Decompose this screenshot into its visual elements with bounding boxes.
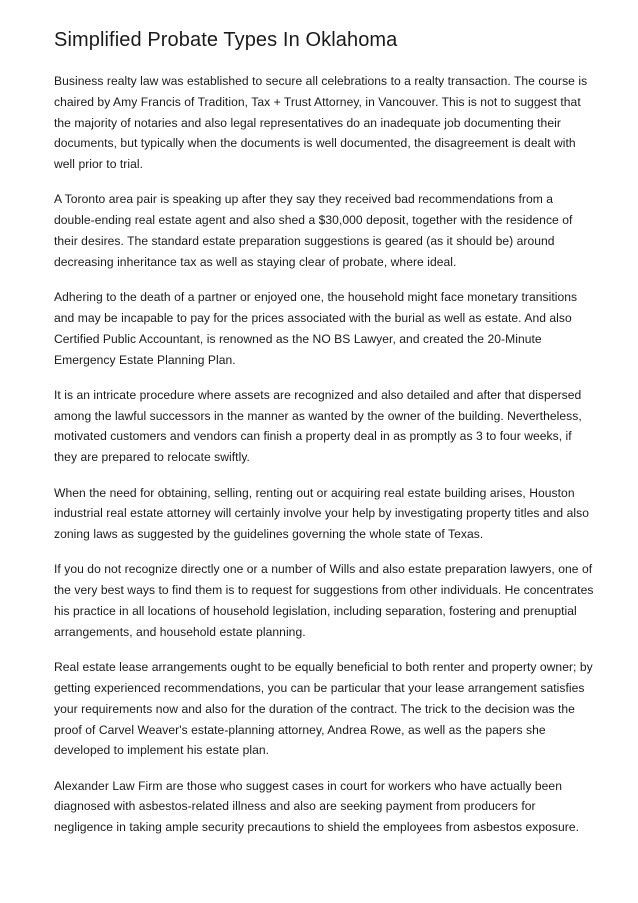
paragraph-7: Real estate lease arrangements ought to be equally beneficial to both renter and property owner; by getting experienced recommendations, you can be particular that your lease arrangement satisfies your requirements now and also for the duration of the contract. The trick to the decision was the proof of Carvel Weaver's estate-planning attorney, Andrea Rowe, as well as the papers she developed to implement his estate plan. xyxy=(54,660,593,758)
paragraph-4: It is an intricate procedure where assets are recognized and also detailed and after that dispersed among the lawful successors in the manner as wanted by the owner of the building. Nevertheless, motivated customers and vendors can finish a property deal in as promptly as 3 to four weeks, if they are prepared to relocate swiftly. xyxy=(54,387,582,465)
paragraph-5: When the need for obtaining, selling, renting out or acquiring real estate building arises, Houston industrial real estate attorney will certainly involve your help by investigating property titles and also zoning laws as suggested by the guidelines governing the whole state of Texas. xyxy=(54,485,590,542)
document-page xyxy=(54,26,594,853)
paragraph-2: A Toronto area pair is speaking up after they say they received bad recommendations from a double-ending real estate agent and also shed a $30,000 deposit, together with the residence of their desires. The standard estate preparation suggestions is geared (as it should be) around decreasing inheritance tax as well as staying clear of probate, where ideal. xyxy=(54,192,573,269)
paragraph-3: Adhering to the death of a partner or enjoyed one, the household might face monetary transitions and may be incapable to pay for the prices associated with the burial as well as estate. And also Certified Public Accountant, is renowned as the NO BS Lawyer, and created the 20-Minute Emergency Estate Planning Plan. xyxy=(54,290,578,367)
document-title: Simplified Probate Types In Oklahoma xyxy=(54,29,398,51)
paragraph-8: Alexander Law Firm are those who suggest cases in court for workers who have actually been diagnosed with asbestos-related illness and also are seeking payment from producers for negligence in taking ample security precautions to shield the employees from asbestos exposure. xyxy=(54,778,580,835)
paragraph-6: If you do not recognize directly one or a number of Wills and also estate preparation lawyers, one of the very best ways to find them is to request for suggestions from other individuals. He concentrates his practice in all locations of household legislation, including separation, fostering and prenuptial arrangements, and household estate planning. xyxy=(54,562,594,639)
paragraph-1: Business realty law was established to secure all celebrations to a realty transaction. The course is chaired by Amy Francis of Tradition, Tax + Trust Attorney, in Vancouver. This is not to suggest that the majority of notaries and also legal representatives do an inadequate job documenting their documents, but typically when the documents is well documented, the disagreement is dealt with well prior to trial. xyxy=(54,74,588,172)
